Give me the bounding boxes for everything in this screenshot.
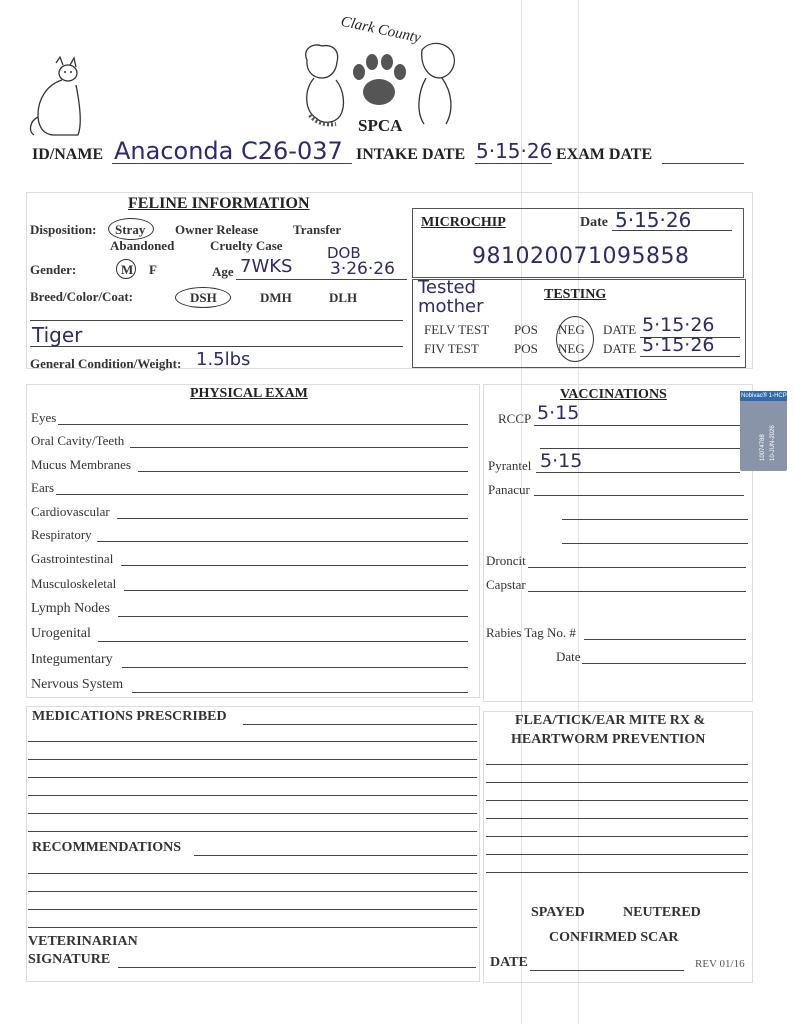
sticker-exp: 10-JUN-2026 (770, 425, 776, 461)
rccp-label: RCCP (498, 411, 532, 426)
capstar-line[interactable] (528, 591, 746, 592)
spayed-option[interactable]: SPAYED (531, 905, 585, 920)
pyrantel-line[interactable] (536, 472, 740, 473)
felv-date-label: DATE (603, 322, 637, 337)
felv-neg[interactable]: NEG (558, 322, 585, 337)
recommendations-title: RECOMMENDATIONS (32, 840, 182, 855)
exam-item-urogenital: Urogenital (31, 626, 91, 641)
spca-logo (292, 13, 467, 138)
droncit-line[interactable] (528, 567, 746, 568)
coat-dmh[interactable]: DMH (260, 290, 292, 305)
exam-line-ears[interactable] (56, 494, 468, 495)
gender-f[interactable]: F (149, 262, 157, 277)
flea-line-3[interactable] (486, 800, 748, 801)
med-line-0[interactable] (243, 724, 477, 725)
flea-line-2[interactable] (486, 782, 748, 783)
dob-line (300, 279, 407, 280)
disposition-abandoned[interactable]: Abandoned (110, 238, 175, 253)
intake-date-line (475, 163, 552, 164)
rabies-tag-line[interactable] (584, 639, 746, 640)
signature-label: SIGNATURE (28, 952, 111, 967)
intake-date-label: INTAKE DATE (356, 146, 466, 163)
flea-line-1[interactable] (486, 764, 748, 765)
flea-line-4[interactable] (486, 818, 748, 819)
flea-line-5[interactable] (486, 836, 748, 837)
exam-line-nervous[interactable] (132, 692, 468, 693)
exam-item-lymph: Lymph Nodes (31, 601, 110, 616)
exam-item-nervous: Nervous System (31, 677, 124, 692)
exam-line-urogenital[interactable] (98, 641, 468, 642)
coat-dsh[interactable]: DSH (190, 290, 217, 305)
rabies-date-label: Date (556, 649, 581, 664)
sticker-brand: Nobivac® 1-HCPCh (741, 393, 794, 399)
general-condition-label: General Condition/Weight: (30, 356, 182, 371)
med-line-3[interactable] (28, 777, 477, 778)
signature-line[interactable] (118, 967, 476, 968)
exam-line-mucus[interactable] (138, 471, 468, 472)
neg-circle-mark (556, 316, 594, 362)
panacur-label: Panacur (488, 482, 530, 497)
physical-exam-title: PHYSICAL EXAM (190, 386, 308, 401)
exam-item-ears: Ears (31, 480, 55, 495)
disposition-label: Disposition: (30, 222, 97, 237)
flea-title-1: FLEA/TICK/EAR MITE RX & (515, 713, 706, 728)
breed-line-2 (30, 346, 403, 347)
age-line (236, 279, 300, 280)
stray-circle-mark (108, 218, 154, 240)
droncit-label: Droncit (486, 553, 526, 568)
disposition-stray[interactable]: Stray (115, 222, 146, 237)
felv-date-value: 5·15·26 (642, 314, 715, 336)
disposition-transfer[interactable]: Transfer (293, 222, 342, 237)
breed-color-coat-label: Breed/Color/Coat: (30, 289, 134, 304)
gender-label: Gender: (30, 262, 77, 277)
flea-date-label: DATE (490, 955, 528, 970)
med-line-4[interactable] (28, 795, 477, 796)
exam-line-gastro[interactable] (121, 565, 468, 566)
fiv-date-line (640, 356, 740, 357)
med-line-2[interactable] (28, 759, 477, 760)
exam-item-oral: Oral Cavity/Teeth (31, 433, 125, 448)
intake-date-value: 5·15·26 (476, 139, 553, 163)
exam-date-label: EXAM DATE (556, 146, 653, 163)
felv-pos[interactable]: POS (514, 322, 538, 337)
rec-line-0[interactable] (194, 855, 477, 856)
fiv-neg[interactable]: NEG (558, 341, 585, 356)
fiv-test-label: FIV TEST (424, 341, 479, 356)
exam-line-eyes[interactable] (58, 424, 468, 425)
rec-line-2[interactable] (28, 891, 477, 892)
vaccine-sticker (740, 391, 794, 471)
microchip-date-value: 5·15·26 (615, 208, 692, 232)
disposition-owner-release[interactable]: Owner Release (175, 222, 259, 237)
rabies-tag-label: Rabies Tag No. # (486, 625, 576, 640)
rec-line-3[interactable] (28, 909, 477, 910)
revision-label: REV 01/16 (695, 958, 745, 970)
exam-date-line (662, 163, 744, 164)
exam-item-musculo: Musculoskeletal (31, 576, 117, 591)
exam-line-respiratory[interactable] (97, 541, 468, 542)
fiv-date-label: DATE (603, 341, 637, 356)
medications-title: MEDICATIONS PRESCRIBED (32, 709, 227, 724)
color-value: Tiger (32, 323, 83, 347)
felv-test-label: FELV TEST (424, 322, 490, 337)
vaccinations-title: VACCINATIONS (560, 387, 667, 402)
rabies-date-line[interactable] (582, 663, 746, 664)
neutered-option[interactable]: NEUTERED (623, 905, 701, 920)
vacc-blank-line-3[interactable] (562, 543, 748, 544)
cat-illustration (26, 55, 86, 140)
flea-line-7[interactable] (486, 872, 748, 873)
exam-line-musculo[interactable] (124, 590, 468, 591)
rec-line-1[interactable] (28, 873, 477, 874)
flea-line-6[interactable] (486, 854, 748, 855)
vacc-blank-line-2[interactable] (562, 519, 748, 520)
microchip-number: 981020071095858 (472, 244, 690, 269)
logo-org-name: SPCA (358, 116, 403, 135)
logo-arc-text: Clark County (339, 13, 423, 47)
fiv-date-value: 5·15·26 (642, 334, 715, 356)
gender-m[interactable]: M (121, 262, 134, 277)
exam-item-mucus: Mucus Membranes (31, 457, 132, 472)
dsh-circle-mark (175, 287, 231, 308)
dob-label: DOB (327, 244, 361, 262)
med-line-6[interactable] (28, 831, 477, 832)
exam-item-gastro: Gastrointestinal (31, 551, 114, 566)
gender-m-circle-mark (116, 259, 136, 279)
microchip-date-label: Date (580, 215, 608, 230)
exam-line-oral[interactable] (130, 447, 468, 448)
capstar-label: Capstar (486, 577, 526, 592)
coat-dlh[interactable]: DLH (329, 290, 358, 305)
exam-line-integumentary[interactable] (122, 667, 468, 668)
pyrantel-label: Pyrantel (488, 458, 532, 473)
dob-value: 3·26·26 (330, 259, 395, 279)
age-value: 7WKS (240, 256, 293, 277)
age-label: Age (212, 264, 234, 279)
id-name-value: Anaconda C26-037 (114, 137, 343, 165)
fiv-pos[interactable]: POS (514, 341, 538, 356)
flea-title-2: HEARTWORM PREVENTION (511, 732, 706, 747)
flea-date-line[interactable] (530, 970, 684, 971)
microchip-title: MICROCHIP (421, 215, 506, 230)
weight-value: 1.5lbs (196, 349, 251, 370)
med-line-5[interactable] (28, 813, 477, 814)
disposition-cruelty-case[interactable]: Cruelty Case (210, 238, 283, 253)
testing-title: TESTING (544, 287, 607, 302)
rec-line-4[interactable] (28, 927, 477, 928)
breed-line-1 (30, 320, 403, 321)
med-line-1[interactable] (28, 741, 477, 742)
rccp-line[interactable] (534, 425, 740, 426)
rccp-value: 5·15 (537, 402, 580, 424)
testing-note: Tested mother (418, 277, 484, 317)
exam-item-integumentary: Integumentary (31, 652, 113, 667)
exam-item-cardio: Cardiovascular (31, 504, 110, 519)
exam-item-eyes: Eyes (31, 410, 57, 425)
sticker-lot: 10074788 (760, 434, 766, 461)
exam-item-respiratory: Respiratory (31, 527, 92, 542)
vacc-blank-line-1[interactable] (540, 448, 740, 449)
exam-line-cardio[interactable] (117, 518, 468, 519)
confirmed-scar-option[interactable]: CONFIRMED SCAR (549, 930, 679, 945)
panacur-line[interactable] (534, 495, 744, 496)
feline-info-title: FELINE INFORMATION (128, 195, 310, 212)
exam-line-lymph[interactable] (118, 616, 468, 617)
pyrantel-value: 5·15 (540, 450, 583, 472)
id-name-label: ID/NAME (32, 146, 104, 163)
veterinarian-label: VETERINARIAN (28, 934, 138, 949)
